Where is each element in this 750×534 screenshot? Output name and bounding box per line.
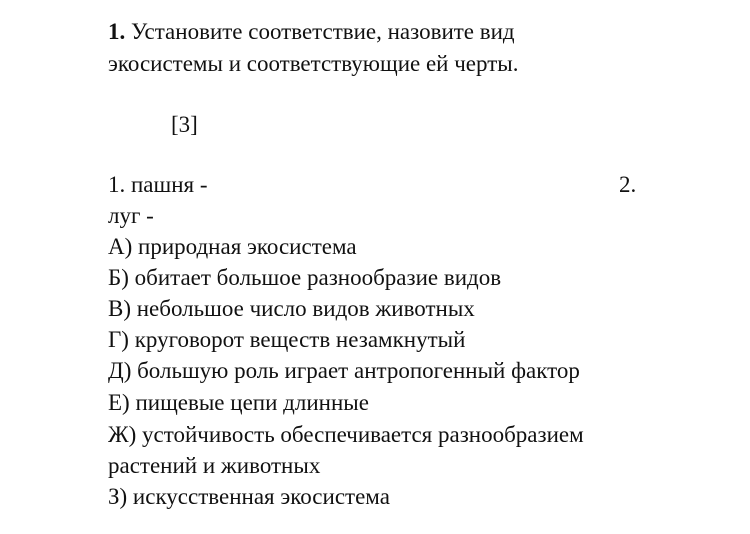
item-pashnya: 1. пашня - — [108, 172, 208, 197]
task-question-text: Установите соответствие, назовите вид — [125, 19, 515, 44]
task-question-line-1 — [108, 17, 515, 47]
option-d: Д) большую роль играет антропогенный фактор — [108, 358, 580, 383]
task-number: 1. — [108, 19, 126, 44]
score-points: [3] — [171, 112, 198, 137]
task-question-line-2: экосистемы и соответствующие ей черты. — [108, 51, 519, 76]
item-lug-label: луг - — [108, 203, 154, 228]
item-lug-number: 2. — [619, 172, 637, 197]
option-e: Е) пищевые цепи длинные — [108, 390, 369, 415]
option-zh-continued: растений и животных — [108, 453, 321, 478]
option-z: З) искусственная экосистема — [108, 484, 390, 509]
option-v: В) небольшое число видов животных — [108, 296, 475, 321]
option-g: Г) круговорот веществ незамкнутый — [108, 327, 466, 352]
option-b: Б) обитает большое разнообразие видов — [108, 265, 502, 290]
option-a: А) природная экосистема — [108, 234, 357, 259]
option-zh: Ж) устойчивость обеспечивается разнообразием — [108, 422, 584, 447]
